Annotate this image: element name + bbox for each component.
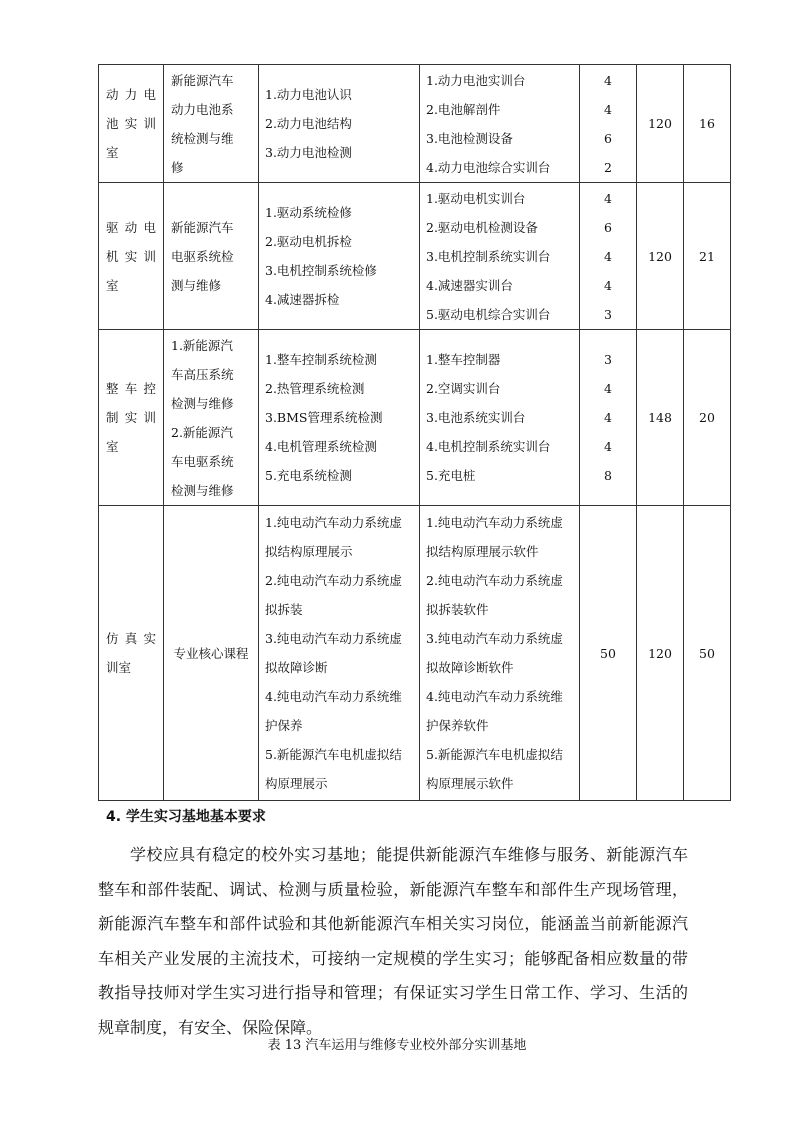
room-name-line: 池实训 [106, 116, 156, 131]
equipment-item: 2.空调实训台 [426, 381, 501, 396]
equipment-item: 3.纯电动汽车动力系统虚拟故障诊断软件 [426, 631, 563, 675]
quantity-value: 4 [604, 72, 612, 88]
equipment-item: 2.电池解剖件 [426, 101, 501, 117]
training-room-table [98, 64, 731, 801]
equipment-item: 1.驱动电机实训台 [426, 190, 526, 206]
room-name-line: 制实训 [106, 410, 156, 425]
quantity-value: 4 [604, 190, 612, 206]
section-heading: 4. 学生实习基地基本要求 [106, 809, 266, 825]
table-row [99, 183, 731, 330]
equipment-item: 4.纯电动汽车动力系统维护保养软件 [426, 689, 563, 733]
project-cell [259, 330, 420, 506]
course-line: 车电驱系统 [171, 453, 234, 469]
room-name-line: 整车控 [106, 381, 156, 396]
project-cell [259, 183, 420, 330]
table-row [99, 330, 731, 506]
project-item: 2.热管理系统检测 [265, 381, 365, 396]
stations-cell: 50 [684, 506, 731, 801]
course-cell [164, 330, 259, 506]
course-line: 检测与维修 [171, 482, 234, 498]
quantity-value: 6 [604, 219, 612, 235]
course-line: 车高压系统 [171, 366, 234, 382]
equipment-item: 4.减速器实训台 [426, 277, 513, 293]
equipment-cell [420, 330, 580, 506]
area-cell: 148 [637, 330, 684, 506]
stations-cell: 21 [684, 183, 731, 330]
stations-cell: 16 [684, 65, 731, 183]
body-paragraph: 学校应具有稳定的校外实习基地；能提供新能源汽车维修与服务、新能源汽车整车和部件装配、调试、检测与质量检验，新能源汽车整车和部件生产现场管理，新能源汽车整车和部件试验和其他新能源汽车相关实习岗位，能涵盖当前新能源汽车相关产业发展的主流技术，可接纳一定规模的学生实习；能够配备相应数量的带教指导技师对学生实习进行指导和管理；有保证实习学生日常工作、学习、生活的规章制度，有安全、保险保障。 [98, 845, 688, 1037]
project-item: 3.动力电池检测 [265, 145, 352, 160]
project-item: 2.动力电池结构 [265, 116, 352, 131]
room-name-line: 室 [106, 277, 119, 293]
project-item: 1.纯电动汽车动力系统虚拟结构原理展示 [265, 515, 402, 559]
project-item: 3.电机控制系统检修 [265, 263, 377, 278]
course-cell [164, 65, 259, 183]
equipment-item: 3.电池检测设备 [426, 130, 513, 146]
project-item: 4.减速器拆检 [265, 292, 340, 307]
project-item: 1.整车控制系统检测 [265, 352, 377, 367]
quantity-value: 4 [604, 381, 612, 396]
course-line: 检测与维修 [171, 395, 234, 411]
stations-cell: 20 [684, 330, 731, 506]
equipment-item: 5.驱动电机综合实训台 [426, 306, 551, 322]
equipment-item: 1.整车控制器 [426, 352, 501, 367]
room-name-line: 仿真实 [106, 631, 156, 646]
project-item: 5.充电系统检测 [265, 468, 352, 483]
room-name-line: 动力电 [106, 87, 156, 102]
room-name-cell [99, 65, 164, 183]
quantity-value: 6 [604, 130, 612, 146]
quantity-value: 3 [604, 352, 612, 367]
equipment-cell [420, 183, 580, 330]
project-item: 2.驱动电机拆检 [265, 234, 352, 249]
course-line: 电驱系统检 [171, 248, 234, 264]
course-line: 新能源汽车 [171, 219, 234, 235]
project-cell [259, 65, 420, 183]
table-row [99, 506, 731, 801]
project-item: 4.电机管理系统检测 [265, 439, 377, 454]
project-item: 1.动力电池认识 [265, 87, 352, 102]
quantity-value: 4 [604, 277, 612, 293]
area-cell: 120 [637, 183, 684, 330]
quantity-cell: 50 [580, 506, 637, 801]
table-row [99, 65, 731, 183]
equipment-item: 3.电机控制系统实训台 [426, 248, 551, 264]
course-cell [164, 183, 259, 330]
room-name-line: 训室 [106, 660, 132, 675]
equipment-item: 2.纯电动汽车动力系统虚拟拆装软件 [426, 573, 563, 617]
area-cell: 120 [637, 65, 684, 183]
quantity-cell [580, 183, 637, 330]
table-caption: 表 13 汽车运用与维修专业校外部分实训基地 [267, 1038, 527, 1053]
course-line: 2.新能源汽 [171, 424, 233, 440]
room-name-cell [99, 330, 164, 506]
quantity-value: 4 [604, 248, 612, 264]
equipment-item: 4.电机控制系统实训台 [426, 439, 551, 454]
quantity-cell [580, 65, 637, 183]
room-name-line: 机实训 [106, 248, 156, 264]
quantity-value: 3 [604, 306, 612, 322]
room-name-cell [99, 183, 164, 330]
area-cell: 120 [637, 506, 684, 801]
quantity-value: 8 [604, 468, 612, 483]
project-item: 3.纯电动汽车动力系统虚拟故障诊断 [265, 631, 402, 675]
equipment-item: 5.充电桩 [426, 468, 476, 483]
course-line: 统检测与维 [171, 130, 234, 146]
quantity-value: 4 [604, 101, 612, 117]
project-item: 2.纯电动汽车动力系统虚拟拆装 [265, 573, 402, 617]
project-item: 4.纯电动汽车动力系统维护保养 [265, 689, 402, 733]
room-name-line: 室 [106, 145, 119, 160]
course-line: 修 [171, 159, 184, 175]
project-item: 1.驱动系统检修 [265, 205, 352, 220]
room-name-line: 室 [106, 439, 119, 454]
quantity-cell [580, 330, 637, 506]
room-name-cell [99, 506, 164, 801]
equipment-item: 2.驱动电机检测设备 [426, 219, 538, 235]
quantity-value: 4 [604, 439, 612, 454]
equipment-item: 3.电池系统实训台 [426, 410, 526, 425]
equipment-cell [420, 65, 580, 183]
equipment-cell [420, 506, 580, 801]
quantity-value: 4 [604, 410, 612, 425]
course-cell: 专业核心课程 [164, 506, 259, 801]
equipment-item: 1.纯电动汽车动力系统虚拟结构原理展示软件 [426, 515, 563, 559]
equipment-item: 5.新能源汽车电机虚拟结构原理展示软件 [426, 747, 563, 791]
room-name-line: 驱动电 [106, 219, 156, 235]
project-item: 5.新能源汽车电机虚拟结构原理展示 [265, 747, 402, 791]
equipment-item: 1.动力电池实训台 [426, 72, 526, 88]
equipment-item: 4.动力电池综合实训台 [426, 159, 551, 175]
project-item: 3.BMS管理系统检测 [265, 410, 383, 425]
course-line: 1.新能源汽 [171, 337, 233, 353]
course-line: 测与维修 [171, 277, 222, 293]
course-line: 新能源汽车 [171, 72, 234, 88]
quantity-value: 2 [604, 159, 612, 175]
project-cell [259, 506, 420, 801]
course-line: 动力电池系 [171, 101, 234, 117]
